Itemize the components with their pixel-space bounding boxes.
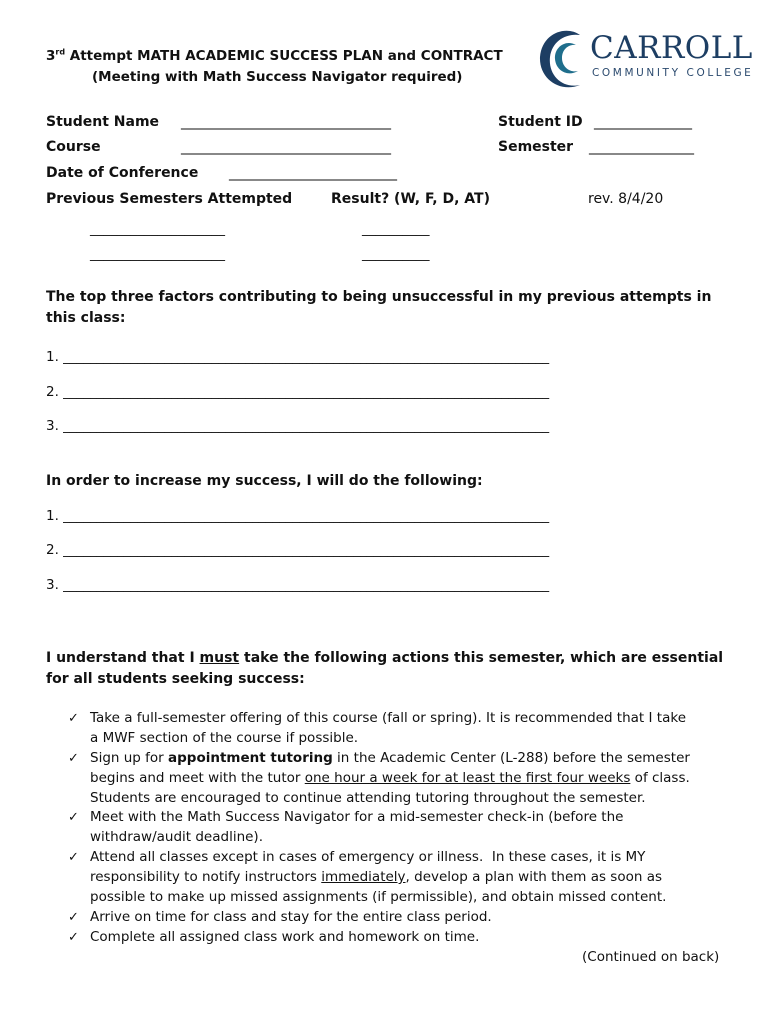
action-item-1-cont: a MWF section of the course if possible.: [90, 730, 359, 746]
student-name-label: Student Name: [46, 114, 160, 130]
action-item-2-l2-b: of class.: [630, 770, 690, 786]
checkmark-icon: ✓: [68, 711, 79, 726]
student-id-field[interactable]: ______________: [594, 114, 692, 130]
checkmark-icon: ✓: [68, 751, 79, 766]
action-item-4-cont-2: possible to make up missed assignments (if permissible), and obtain missed content.: [90, 889, 667, 905]
action-item-2-l2-underline: one hour a week for at least the first four weeks: [304, 770, 631, 786]
checkmark-icon: ✓: [68, 810, 79, 825]
factor-line-1[interactable]: 1. ________________________________________________________________________: [46, 349, 550, 365]
checkmark-icon: ✓: [68, 850, 79, 865]
plan-line-3[interactable]: 3. ________________________________________________________________________: [46, 577, 550, 593]
actions-heading-must: must: [199, 650, 240, 666]
course-label: Course: [46, 139, 101, 155]
document-subtitle: (Meeting with Math Success Navigator required): [92, 69, 463, 85]
action-item-2: [90, 750, 690, 766]
action-item-3-cont: withdraw/audit deadline).: [90, 829, 263, 845]
factors-heading: The top three factors contributing to being unsuccessful in my previous attempts in: [46, 289, 712, 305]
factors-heading-cont: this class:: [46, 310, 126, 326]
action-item-1: Take a full-semester offering of this course (fall or spring). It is recommended that I take: [90, 710, 686, 726]
student-id-label: Student ID: [498, 114, 583, 130]
previous-semester-field-2[interactable]: ____________________: [90, 246, 225, 262]
student-name-field[interactable]: ______________________________: [181, 114, 391, 130]
continued-note: (Continued on back): [582, 949, 720, 965]
action-item-4-l2-b: , develop a plan with them as soon as: [405, 869, 663, 885]
factor-line-3[interactable]: 3. ________________________________________________________________________: [46, 418, 550, 434]
carroll-logo-icon: [536, 27, 590, 91]
actions-heading-cont: for all students seeking success:: [46, 671, 305, 687]
previous-semesters-label: Previous Semesters Attempted: [46, 191, 293, 207]
action-item-4-l2-underline: immediately: [321, 869, 406, 885]
revision-date: rev. 8/4/20: [588, 191, 664, 207]
action-item-4-cont: [90, 869, 662, 885]
actions-heading-part-a: I understand that I: [46, 650, 200, 666]
semester-field[interactable]: _______________: [589, 139, 694, 155]
plan-heading: In order to increase my success, I will do the following:: [46, 473, 483, 489]
course-field[interactable]: ______________________________: [181, 139, 391, 155]
title-ordinal-suffix: rd: [55, 47, 66, 57]
plan-line-2[interactable]: 2. ________________________________________________________________________: [46, 542, 550, 558]
action-item-6: Complete all assigned class work and homework on time.: [90, 929, 480, 945]
action-item-4-l2-a: responsibility to notify instructors: [90, 869, 322, 885]
checkmark-icon: ✓: [68, 910, 79, 925]
date-of-conference-label: Date of Conference: [46, 165, 199, 181]
action-item-3: Meet with the Math Success Navigator for a mid-semester check-in (before the: [90, 809, 624, 825]
semester-label: Semester: [498, 139, 574, 155]
action-item-2-text-a: Sign up for: [90, 750, 169, 766]
actions-heading: [46, 650, 723, 666]
document-title: [46, 48, 503, 64]
result-field-2[interactable]: __________: [362, 246, 430, 262]
title-ordinal: 3: [46, 48, 56, 64]
action-item-2-bold: appointment tutoring: [168, 750, 333, 766]
title-text: Attempt MATH ACADEMIC SUCCESS PLAN and CONTRACT: [65, 48, 503, 64]
action-item-4: Attend all classes except in cases of emergency or illness. In these cases, it is MY: [90, 849, 646, 865]
factor-line-2[interactable]: 2. ________________________________________________________________________: [46, 384, 550, 400]
action-item-2-l2-a: begins and meet with the tutor: [90, 770, 305, 786]
actions-heading-part-b: take the following actions this semester, which are essential: [239, 650, 724, 666]
action-item-2-cont-2: Students are encouraged to continue attending tutoring throughout the semester.: [90, 790, 646, 806]
date-of-conference-field[interactable]: ________________________: [229, 165, 397, 181]
logo-wordmark: CARROLL: [590, 30, 753, 66]
result-field-1[interactable]: __________: [362, 221, 430, 237]
checkmark-icon: ✓: [68, 930, 79, 945]
logo-subtitle: COMMUNITY COLLEGE: [592, 67, 754, 79]
action-item-2-text-b: in the Academic Center (L-288) before the semester: [332, 750, 690, 766]
plan-line-1[interactable]: 1. ________________________________________________________________________: [46, 508, 550, 524]
previous-semester-field-1[interactable]: ____________________: [90, 221, 225, 237]
action-item-5: Arrive on time for class and stay for the entire class period.: [90, 909, 492, 925]
action-item-2-cont: [90, 770, 690, 786]
result-label: Result? (W, F, D, AT): [331, 191, 490, 207]
